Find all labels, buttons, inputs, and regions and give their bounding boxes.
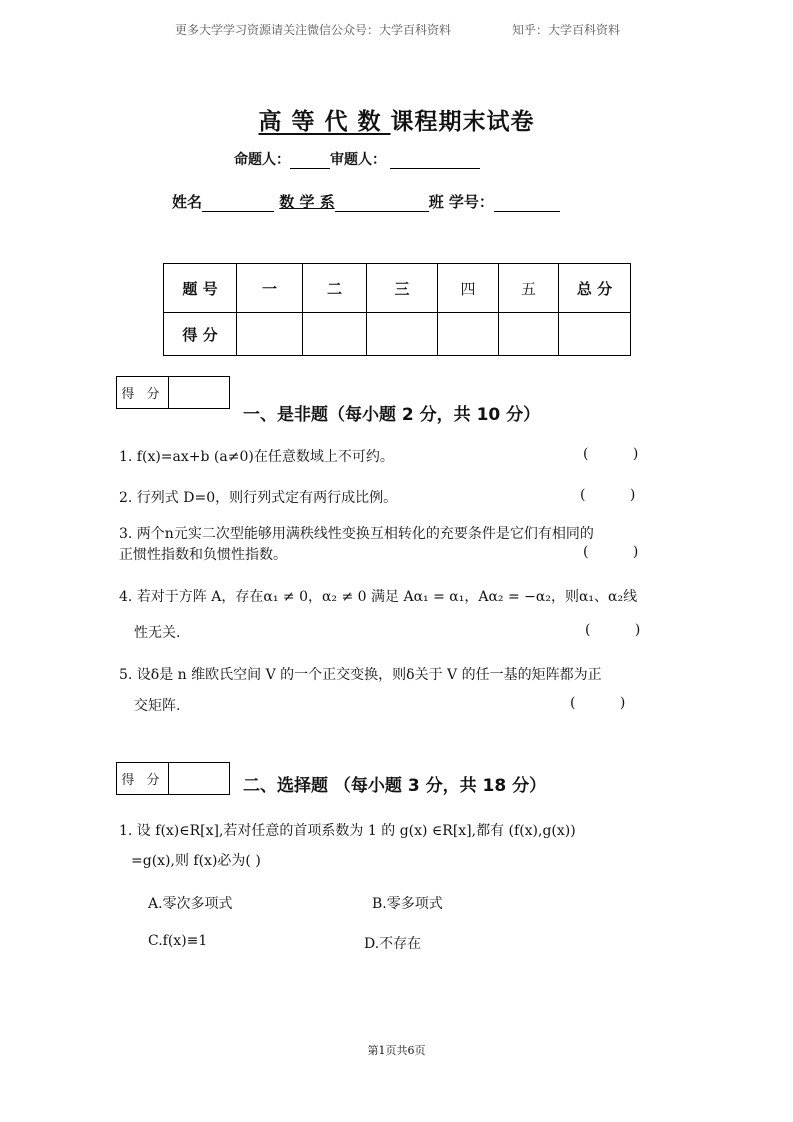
score-cell[interactable] <box>438 313 499 356</box>
name-blank[interactable] <box>202 197 274 212</box>
score-table-header-row <box>164 264 631 313</box>
header-cell: 三 <box>367 264 438 313</box>
question-2: 2. 行列式 D=0，则行列式定有两行成比例。 <box>119 490 398 506</box>
question-4-cont: 性无关. <box>134 625 181 641</box>
question-3-cont: 正惯性指数和负惯性指数。 <box>119 547 287 563</box>
header-cell: 五 <box>499 264 559 313</box>
question-1: 1. f(x)=ax+b (a≠0)在任意数域上不可约。 <box>119 449 394 465</box>
student-id-blank[interactable] <box>494 197 560 212</box>
question-3: 3. 两个n元实二次型能够用满秩线性变换互相转化的充要条件是它们有相同的 <box>119 526 594 542</box>
mc-question-1: 1. 设 f(x)∈R[x],若对任意的首项系数为 1 的 g(x) ∈R[x],都有 (f(x),g(x)) <box>119 823 576 839</box>
score-box-label: 得 分 <box>117 763 169 794</box>
dept-label: 数 学 系 <box>279 193 335 211</box>
header-zhihu-note: 知乎：大学百科资料 <box>512 23 621 37</box>
score-cell[interactable] <box>367 313 438 356</box>
question-4: 4. 若对于方阵 A，存在α₁ ≠ 0，α₂ ≠ 0 满足 Aα₁ = α₁，Aα₂ = −α₂，则α₁、α₂线 <box>119 589 638 605</box>
score-box-field[interactable] <box>169 763 229 794</box>
reviewer-blank[interactable] <box>390 154 480 169</box>
title-rest: 课程期末试卷 <box>390 109 535 135</box>
score-box-field[interactable] <box>169 377 229 408</box>
answer-paren[interactable]: ( ) <box>570 695 626 711</box>
score-cell[interactable] <box>499 313 559 356</box>
header-wechat-note: 更多大学学习资源请关注微信公众号：大学百科资料 <box>175 23 452 37</box>
name-label: 姓名 <box>172 193 203 211</box>
option-d[interactable]: D.不存在 <box>364 936 422 952</box>
mc-question-1-cont: =g(x),则 f(x)必为( ) <box>131 853 261 869</box>
score-box-label: 得 分 <box>117 377 169 408</box>
answer-paren[interactable]: ( ) <box>585 622 641 638</box>
header-cell: 一 <box>237 264 303 313</box>
setter-blank[interactable] <box>290 154 330 169</box>
class-id-label: 班 学号： <box>428 193 494 211</box>
section1-title: 一、是非题（每小题 2 分，共 10 分） <box>243 405 541 425</box>
row-label: 得 分 <box>164 313 237 356</box>
option-b[interactable]: B.零多项式 <box>372 896 443 912</box>
section2-score-box <box>116 762 230 795</box>
question-5-cont: 交矩阵. <box>134 698 181 714</box>
header-cell: 四 <box>438 264 499 313</box>
header-cell: 题 号 <box>164 264 237 313</box>
answer-paren[interactable]: ( ) <box>583 544 639 560</box>
page-number: 第1页共6页 <box>367 1044 426 1057</box>
score-table <box>163 263 631 356</box>
score-cell[interactable] <box>559 313 631 356</box>
section1-score-box <box>116 376 230 409</box>
score-cell[interactable] <box>237 313 303 356</box>
answer-paren[interactable]: ( ) <box>580 487 636 503</box>
page-title <box>0 103 793 136</box>
title-course: 高 等 代 数 <box>258 109 391 135</box>
student-info-line <box>172 191 560 212</box>
header-cell: 二 <box>303 264 367 313</box>
option-a[interactable]: A.零次多项式 <box>148 896 233 912</box>
option-c[interactable]: C.f(x)≡1 <box>148 933 208 949</box>
setter-label: 命题人： <box>234 152 290 168</box>
answer-paren[interactable]: ( ) <box>583 446 639 462</box>
question-5: 5. 设δ是 n 维欧氏空间 V 的一个正交变换，则δ关于 V 的任一基的矩阵都为正 <box>119 667 602 683</box>
header-cell: 总 分 <box>559 264 631 313</box>
section2-title: 二、选择题 （每小题 3 分，共 18 分） <box>243 776 547 796</box>
score-table-score-row <box>164 313 631 356</box>
reviewer-label: 审题人： <box>330 152 386 168</box>
setter-line <box>234 149 480 169</box>
dept-blank[interactable] <box>335 197 429 212</box>
score-cell[interactable] <box>303 313 367 356</box>
